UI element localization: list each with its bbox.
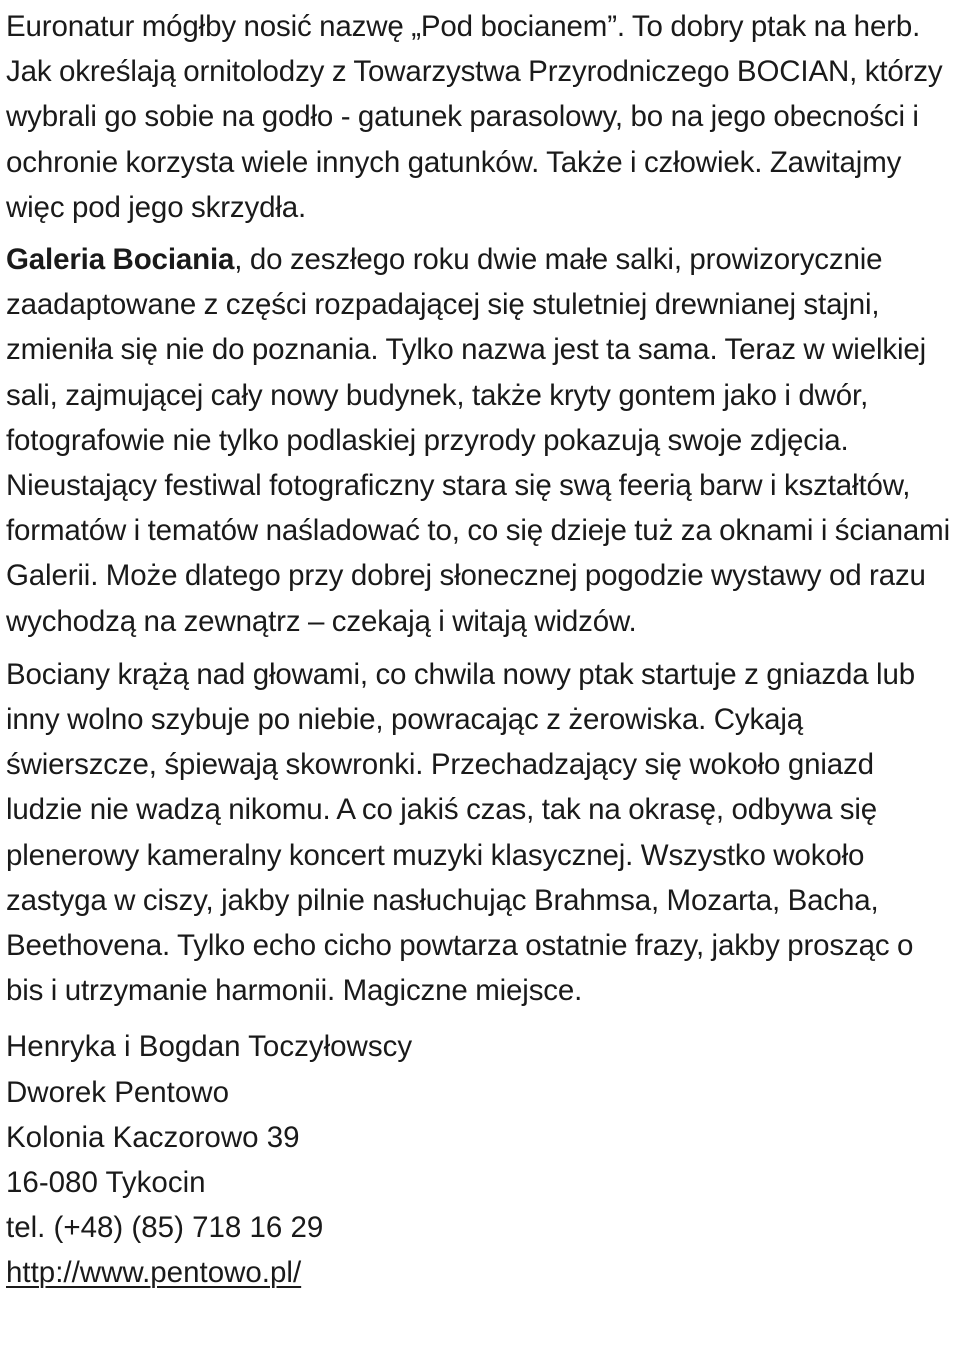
signature-city: 16-080 Tykocin [6, 1166, 206, 1200]
paragraph-storks: Bociany krążą nad głowami, co chwila nowy ptak startuje z gniazda lub inny wolno szybuje po niebie, powracając z żerowiska. Cykają świerszcze, śpiewają skowronki. Przechadzający się wokoło gniazd ludzie nie wadzą nikomu. A co jakiś czas, tak na okrasę, odbywa się plenerowy kameralny koncert muzyki klasycznej. Wszystko wokoło zastyga w ciszy, jakby pilnie nasłuchując Brahmsa, Mozarta, Bacha, Beethovena. Tylko echo cicho powtarza ostatnie frazy, jakby prosząc o bis i utrzymanie harmonii. Magiczne miejsce. [6, 657, 915, 1008]
paragraph-intro: Euronatur mógłby nosić nazwę „Pod bocianem”. To dobry ptak na herb. Jak określają ornitolodzy z Towarzystwa Przyrodniczego BOCIAN, którzy wybrali go sobie na godło - gatunek parasolowy, bo na jego obecności i ochronie korzysta wiele innych gatunków. Także i człowiek. Zawitajmy więc pod jego skrzydła. [6, 10, 943, 224]
signature-authors: Henryka i Bogdan Toczyłowscy [6, 1030, 413, 1064]
signature-block [6, 1024, 956, 1295]
signature-place: Dworek Pentowo [6, 1075, 229, 1109]
gallery-name: Galeria Bociania [6, 243, 235, 277]
document-page [6, 4, 956, 1296]
signature-phone: tel. (+48) (85) 718 16 29 [6, 1211, 324, 1245]
website-link[interactable]: http://www.pentowo.pl/ [6, 1256, 302, 1290]
paragraph-gallery [6, 237, 956, 644]
signature-street: Kolonia Kaczorowo 39 [6, 1120, 300, 1154]
paragraph-gallery-text: , do zeszłego roku dwie małe salki, prowizorycznie zaadaptowane z części rozpadającej się stuletniej drewnianej stajni, zmieniła się nie do poznania. Tylko nazwa jest ta sama. Teraz w wielkiej sali, zajmującej cały nowy budynek, także kryty gontem jako i dwór, fotografowie nie tylko podlaskiej przyrody pokazują swoje zdjęcia. Nieustający festiwal fotograficzny stara się swą feerią barw i kształtów, formatów i tematów naśladować to, co się dzieje tuż za oknami i ścianami Galerii. Może dlatego przy dobrej słonecznej pogodzie wystawy od razu wychodzą na zewnątrz – czekają i witają widzów. [6, 243, 951, 638]
